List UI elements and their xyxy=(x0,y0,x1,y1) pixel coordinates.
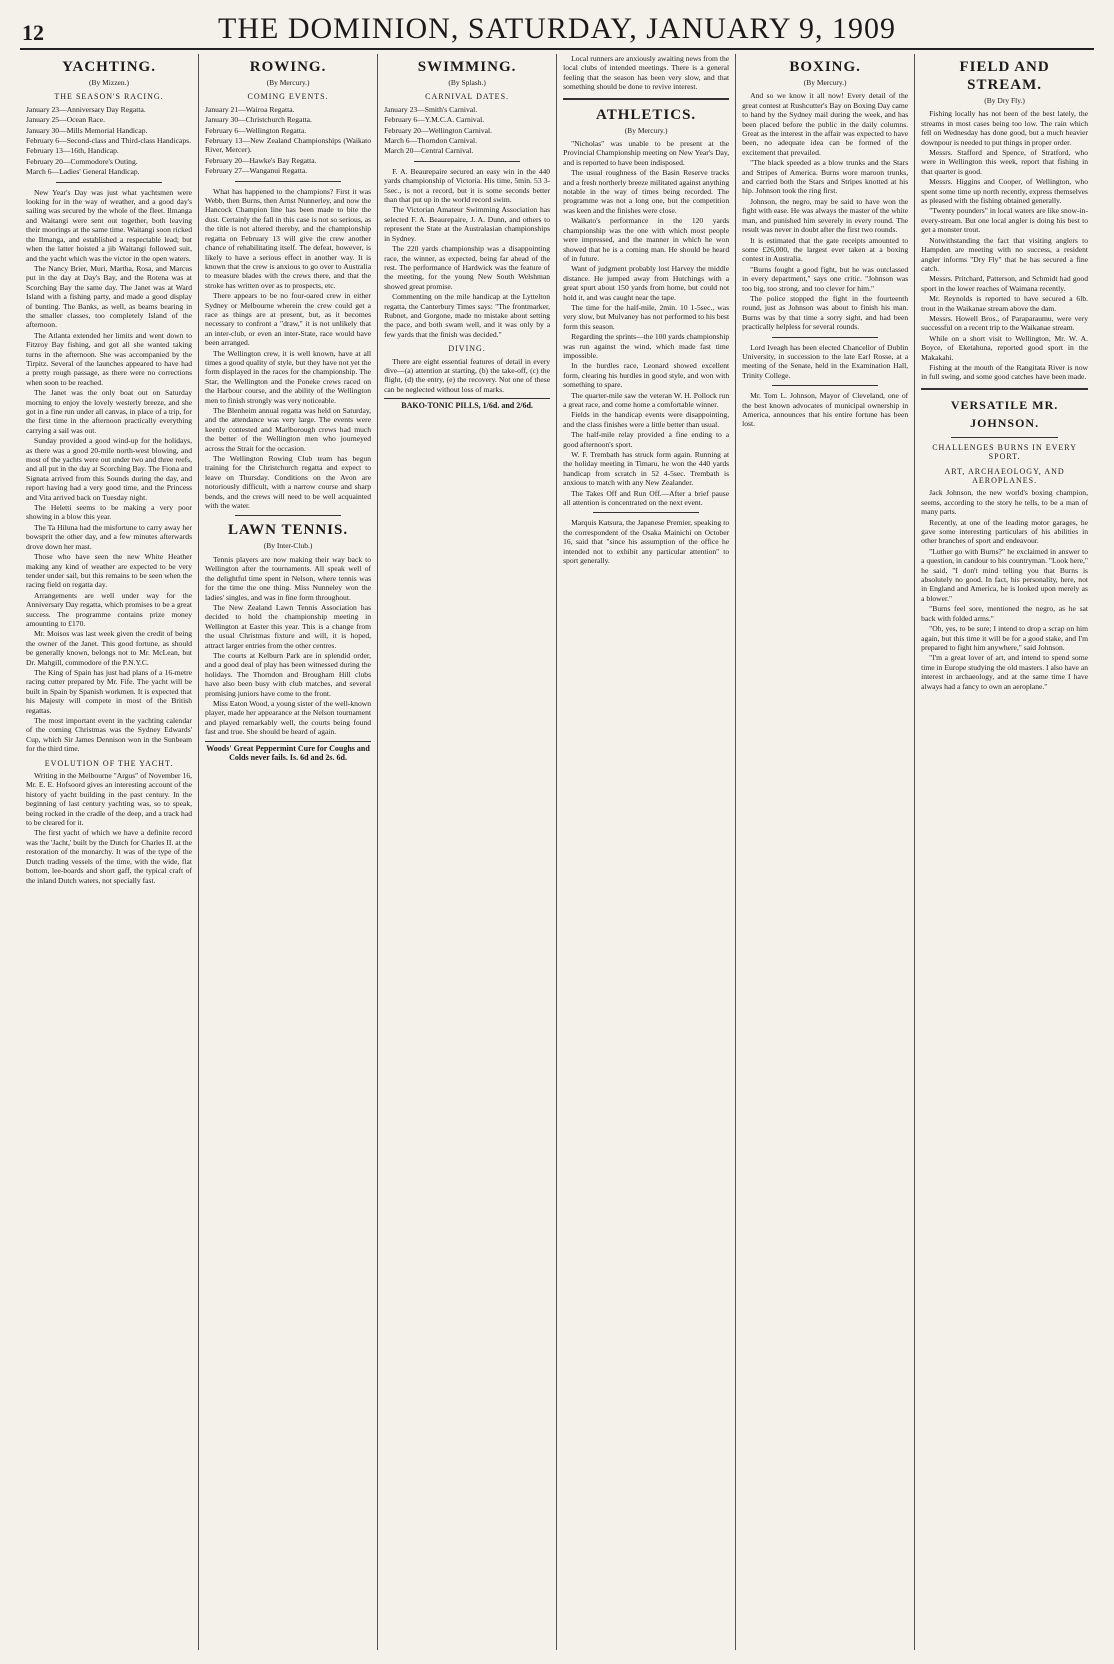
fixture: February 6—Wellington Regatta. xyxy=(205,125,307,135)
subheading: CARNIVAL DATES. xyxy=(425,92,510,102)
fixture: January 30—Mills Memorial Handicap. xyxy=(26,125,148,135)
divider xyxy=(56,182,162,183)
article-paragraph: Sunday provided a good wind-up for the holidays, as there was a good 20-mile north-west blowing, and most of the yachts were out under two and three reefs, and all put in the day at Scorching Bay. The Fiona and Signata arrived from this Sounds during the day, and report having had a very good time, and the Princess and Vita arrived back on Tuesday night. xyxy=(26,436,193,502)
article-paragraph: The time for the half-mile, 2min. 10 1-5sec., was very slow, but Mulvaney has not performed to his best form this season. xyxy=(563,302,730,331)
article-paragraph: While on a short visit to Wellington, Mr. W. A. Boyce, of Eketahuna, reported good sport in the Makakahi. xyxy=(921,333,1089,362)
article-paragraph: There appears to be no four-oared crew in either Sydney or Melbourne wherein the crew could get a race as things are at present, but, as it becomes necessary to confront a "draw," it is not unlikely that an inter-club, or even an inter-State, race would have been arranged. xyxy=(205,291,372,348)
article-paragraph: The King of Spain has just had plans of a 16-metre racing cutter prepared by Mr. Fife. The yacht will be built in Spain by Spanish workmen. It is expected that his Majesty will compete in most of the British regattas. xyxy=(26,667,193,715)
article-paragraph: Commenting on the mile handicap at the Lyttelton regatta, the Canterbury Times says: "The frontmarker, Rubnet, and Gorgone, made no mistake about setting the pace, and both swam well, and it was only by a few yards that the finish was decided." xyxy=(384,292,551,339)
byline: (By Mercury.) xyxy=(624,125,668,135)
article-paragraph: Recently, at one of the leading motor garages, he gave some interesting particulars of his abilities in other branches of sport and endeavour. xyxy=(921,517,1089,546)
article-paragraph: The 220 yards championship was a disappointing race, the winner, as expected, being far ahead of the rest. The performance of Hardwick was the feature of the meeting, for the young New South Welshman showed great promise. xyxy=(384,244,551,291)
section-heading-field-stream: FIELD AND STREAM. xyxy=(959,59,1050,93)
advertisement: Woods' Great Peppermint Cure for Coughs and Colds never fails. Is. 6d and 2s. 6d. xyxy=(205,741,371,763)
article-paragraph: Regarding the sprints—the 100 yards championship was run against the wind, which made fast time impossible. xyxy=(563,332,730,360)
fixture: January 23—Smith's Carnival. xyxy=(384,104,478,114)
advertisement: BAKO-TONIC PILLS, 1/6d. and 2/6d. xyxy=(384,398,550,410)
article-paragraph: Tennis players are now making their way back to Wellington after the tournaments. All speak well of the delightful time spent in Nelson, where tennis was for the time the one thing. Miss Nunneley won the ladies' singles, and was in fine form throughout. xyxy=(205,554,372,602)
article-paragraph: Waikato's performance in the 120 yards championship was the one with which most people were impressed, and the manner in which he won showed that he is a coming man. He should be heard of in future. xyxy=(563,216,730,263)
article-paragraph: "Oh, yes, to be sure; I intend to drop a scrap on him again, but this time it will be for a good stake, and I'm prepared to fight him anywhere," said Johnson. xyxy=(921,624,1089,652)
subheading-evolution: EVOLUTION OF THE YACHT. xyxy=(44,758,174,768)
divider xyxy=(772,337,878,338)
byline: (By Mercury.) xyxy=(803,78,847,87)
article-paragraph: Fishing locally has not been of the best lately, the streams in most cases being too low. The rain which fell on Wednesday has done good, but a much heavier downpour is needed to put things in proper order. xyxy=(921,109,1089,147)
article-paragraph: Want of judgment probably lost Harvey the middle distance. He jumped away from Hutchings with a great spurt about 150 yards from home, but could not hold it, and was caught near the tape. xyxy=(563,264,730,302)
divider xyxy=(921,388,1088,390)
article-paragraph: The Janet was the only boat out on Saturday morning to enjoy the lovely westerly breeze, and she got in a fine run under all canvas, in place of a trip, for the first time in the afternoon practically everything carrying a sail was out. xyxy=(26,388,193,435)
subheading: ART, ARCHAEOLOGY, AND AEROPLANES. xyxy=(944,466,1065,485)
article-paragraph: New Year's Day was just what yachtsmen were looking for in the way of weather, and a good day's sailing was secured by the whole of the fleet. Ilmanga and Waitangi were sent out together, both leaving their moorings at the same time. Waitangi soon ricked the Ilmanga, and established a respectable lead; but when the latter hoisted a jib Waitangi followed suit, and the yacht which was the victor in the open waters. xyxy=(26,187,193,263)
article-paragraph: The Wellington crew, it is well known, have at all times a good quality of style, but they have not yet the form displayed in the races for the championship. The Star, the Wellington and the Poneke crews raced on the Harbour course, and the ability of the Wellington men to finish strongly was very noticeable. xyxy=(205,348,372,405)
byline: (By Dry Fly.) xyxy=(984,96,1025,105)
subheading-diving: DIVING. xyxy=(448,344,486,354)
article-paragraph: "Twenty pounders" in local waters are like snow-in-every-stream. But one local angler is doing his best to get a monster trout. xyxy=(921,206,1089,235)
article-paragraph: Miss Eaton Wood, a young sister of the well-known player, made her appearance at the Nelson tournament and played remarkably well, the courts being found fast and true. She should be heard of again. xyxy=(205,698,372,737)
section-heading-yachting: YACHTING. xyxy=(62,59,156,75)
fixture: February 20—Wellington Carnival. xyxy=(384,125,493,135)
article-paragraph: Mr. Tom L. Johnson, Mayor of Cleveland, one of the best known advocates of municipal ownership in America, announces that his entire fortune has been lost. xyxy=(742,391,909,429)
column-boxing xyxy=(736,54,915,1650)
subheading: COMING EVENTS. xyxy=(247,92,329,102)
article-paragraph: Local runners are anxiously awaiting news from the local clubs of intended meetings. There is a general feeling that the season has been very slow, and that something should be done to revive interest. xyxy=(563,54,730,92)
divider xyxy=(235,181,341,182)
fixture-list xyxy=(384,105,550,156)
article-paragraph: There are eight essential features of detail in every dive—(a) attention at starting, (b) the take-off, (c) the flight, (d) the entry, (e) the recovery. Not one of these can be neglected without loss of marks. xyxy=(384,356,551,394)
fixture: March 6—Thorndon Carnival. xyxy=(384,136,478,146)
subheading: THE SEASON'S RACING. xyxy=(54,92,164,102)
article-paragraph: The Nancy Brier, Muri, Martha, Rosa, and Marcus put in the day at Day's Bay, and the Rotena was at Scorching Bay the same day. The Janet was at Ward Island with a fishing party, and made a good display of bunting. The Banks, as well, as beams bearing in the smaller classes, too completely Island of the afternoon. xyxy=(26,263,193,330)
article-paragraph: Messrs. Stafford and Spence, of Stratford, who were in Wellington this week, report that fishing in that quarter is good. xyxy=(921,148,1089,176)
article-paragraph: The New Zealand Lawn Tennis Association has decided to hold the championship meeting in Wellington at Easter this year. This is a change from the usual Christmas fixture and will, it is hoped, attract larger entries from the other centres. xyxy=(205,602,372,650)
divider xyxy=(235,515,341,516)
fixture: February 13—New Zealand Championships (Waikato River, Mercer). xyxy=(205,136,372,155)
article-paragraph: W. F. Trembath has struck form again. Running at the holiday meeting in Timaru, he won the 440 yards handicap from scratch in 52 4-5sec. Trembath is anxious to match with any New Zealander. xyxy=(563,450,730,488)
divider xyxy=(563,98,729,100)
article-paragraph: And so we know it all now! Every detail of the great contest at Rushcutter's Bay on Boxing Day came to hand by the Sydney mail during the week, and has been placed before the public in the daily columns. Great as the interest in the affair was expected to have been, no adequate idea can be formed of the excitement that prevailed. xyxy=(742,91,909,157)
section-heading-boxing: BOXING. xyxy=(789,59,861,75)
article-paragraph: The Ta Hiluna had the misfortune to carry away her bowsprit the other day, and a few minutes afterwards drove down her mast. xyxy=(26,522,193,551)
byline: (By Splash.) xyxy=(448,78,486,87)
section-heading-lawn-tennis: LAWN TENNIS. xyxy=(228,522,349,539)
article-paragraph: "The black speeded as a blow trunks and the Stars and Stripes of America. Burns wore maroon trunks, and carried both the Stars and Stripes knotted at his hip. Johnson took the ring first. xyxy=(742,158,909,196)
masthead xyxy=(20,8,1094,50)
fixture: February 13—16th, Handicap. xyxy=(26,146,119,156)
article-paragraph: Mr. Reynolds is reported to have secured a 6lb. trout in the Waikanae stream above the dam. xyxy=(921,294,1089,313)
article-paragraph: Those who have seen the new White Heather making any kind of weather are expected to be very tender under sail, but this remains to be seen when the racing field on regatta day. xyxy=(26,552,193,590)
article-paragraph: "Burns feel sore, mentioned the negro, as he sat back with folded arms." xyxy=(921,604,1089,623)
article-paragraph: The Atlanta extended her limits and went down to Fitzroy Bay fishing, and got all she wanted taking turns in the afternoon. She was accompanied by the Tirpitz. Several of the launches appeared to have had a pretty rough passage, as there were no corrections when soon to be reached. xyxy=(26,330,193,387)
article-paragraph: The half-mile relay provided a fine ending to a good afternoon's sport. xyxy=(563,430,730,449)
article-paragraph: The Blenheim annual regatta was held on Saturday, and the attendance was very large. The events were keenly contested and Marlborough crews had much the better of the Wellington men who journeyed across the Strait for the occasion. xyxy=(205,406,372,453)
article-paragraph: The courts at Kelburn Park are in splendid order, and a good deal of play has been witnessed during the holidays. The Thorndon and Brougham Hill clubs have also been busy with club matches, and several promising juniors have come to the front. xyxy=(205,650,372,698)
section-heading-swimming: SWIMMING. xyxy=(417,59,517,75)
article-paragraph: "Nicholas" was unable to be present at the Provincial Championship meeting on New Year's Day, and is reported to have been indisposed. xyxy=(563,139,730,167)
fixture-list xyxy=(26,105,192,177)
article-paragraph: The Takes Off and Run Off.—After a brief pause all attention is concentrated on the next event. xyxy=(563,488,730,508)
article-paragraph: Messrs. Higgins and Cooper, of Wellington, who spent some time up north recently, express themselves as pleased with the fishing obtained generally. xyxy=(921,177,1089,206)
fixture: January 23—Anniversary Day Regatta. xyxy=(26,104,146,114)
fixture: March 6—Ladies' General Handicap. xyxy=(26,167,140,177)
divider xyxy=(951,437,1058,438)
article-paragraph: It is estimated that the gate receipts amounted to some £26,000, the largest ever taken at a boxing contest in Australia. xyxy=(742,235,909,264)
article-paragraph: Fields in the handicap events were disappointing, and the class finishes were a little better than usual. xyxy=(563,410,730,429)
fixture: January 25—Ocean Race. xyxy=(26,115,106,125)
article-paragraph: Arrangements are well under way for the Anniversary Day regatta, which promises to be a great success. The programme contains prize money amounting to £170. xyxy=(26,590,193,628)
column-swimming xyxy=(378,54,557,1650)
newspaper-title: THE DOMINION, SATURDAY, JANUARY 9, 1909 xyxy=(218,12,896,45)
article-paragraph: The most important event in the yachting calendar of the coming Christmas was the Sydney Edwards' Cup, which Sir James Dennison won in the Sunbeam for the third time. xyxy=(26,716,193,754)
fixture: February 20—Commodore's Outing. xyxy=(26,156,138,166)
fixture: March 20—Central Carnival. xyxy=(384,146,474,156)
article-paragraph: Fishing at the mouth of the Rangitata River is now in full swing, and some good catches have been made. xyxy=(921,362,1089,382)
fixture: February 6—Second-class and Third-class Handicaps. xyxy=(26,136,191,146)
article-paragraph: "Burns fought a good fight, but he was outclassed in every department," says one critic. "Johnson was too big, too strong, and too clever for him." xyxy=(742,264,909,293)
divider xyxy=(772,385,878,386)
divider xyxy=(414,161,520,162)
article-paragraph: Jack Johnson, the new world's boxing champion, seems, according to the story he tells, to be a man of many parts. xyxy=(921,488,1089,517)
article-paragraph: Writing in the Melbourne "Argus" of November 16, Mr. E. E. Hofsoord gives an interesting account of the history of yacht building in the past century. In the beginning of last century yachting was, so to speak, being rocked in the cradle of the deep, and a track had to be cleared for it. xyxy=(26,771,193,828)
fixture: January 30—Christchurch Regatta. xyxy=(205,115,312,125)
article-paragraph: Messrs. Howell Bros., of Paraparaumu, were very successful on a recent trip to the Waikanae stream. xyxy=(921,313,1089,333)
section-heading-versatile-johnson: VERSATILE MR. JOHNSON. xyxy=(950,397,1059,430)
column-yachting xyxy=(20,54,199,1650)
fixture-list xyxy=(205,105,371,176)
article-paragraph: "I'm a great lover of art, and intend to spend some time in Europe studying the old masters. I also have an interest in archaeology, and at the same time I have always had a fancy to own an aeroplane." xyxy=(921,653,1089,691)
column-rowing xyxy=(199,54,378,1650)
fixture: February 27—Wanganui Regatta. xyxy=(205,166,308,176)
page-columns xyxy=(20,54,1094,1650)
section-heading-athletics: ATHLETICS. xyxy=(596,106,697,123)
column-athletics xyxy=(557,54,736,1650)
article-paragraph: The quarter-mile saw the veteran W. H. Pollock run a great race, and come home a comfortable winner. xyxy=(563,390,730,409)
article-paragraph: In the hurdles race, Leonard showed excellent form, clearing his hurdles in good style, and won with something to spare. xyxy=(563,361,730,390)
article-paragraph: F. A. Beaurepaire secured an easy win in the 440 yards championship of Victoria. His time, 5min. 53 3-5sec., is not a record, but it is some seconds better than that put up in the world record swim. xyxy=(384,166,551,205)
article-paragraph: The first yacht of which we have a definite record was the 'Jacht,' built by the Dutch for Charles II. at the restoration of the monarchy. It was of the type of the Dutch trading vessels of the time, with the wide, flat bottom, lee-boards and short gaff, the typical craft of the inland Dutch waters, not specially fast. xyxy=(26,828,193,885)
article-paragraph: The police stopped the fight in the fourteenth round, just as Johnson was about to finish his man. Burns was by that time a sorry sight, and had been practically helpless for several rounds. xyxy=(742,293,909,332)
article-paragraph: Notwithstanding the fact that visiting anglers to Hampden are meeting with no success, a resident angler informs "Dry Fly" that he has secured a fine catch. xyxy=(921,235,1089,273)
fixture: February 20—Hawke's Bay Regatta. xyxy=(205,155,317,165)
byline: (By Mizzen.) xyxy=(89,78,130,87)
subheading: CHALLENGES BURNS IN EVERY SPORT. xyxy=(932,442,1077,462)
article-paragraph: Johnson, the negro, may be said to have won the fight with ease. He was always the master of the white man, and punished him severely in every round. The result was never in doubt after the first two rounds. xyxy=(742,196,909,235)
fixture: February 6—Y.M.C.A. Carnival. xyxy=(384,115,485,125)
article-paragraph: The Victorian Amateur Swimming Association has selected F. A. Beaurepaire, J. A. Dunn, and others to represent the State at the Australasian championships in Sydney. xyxy=(384,205,551,243)
article-paragraph: Messrs. Pritchard, Patterson, and Schmidt had good sport in the lower reaches of Waimana recently. xyxy=(921,274,1089,293)
section-heading-rowing: ROWING. xyxy=(249,59,327,75)
article-paragraph: The usual roughness of the Basin Reserve tracks and a fresh northerly breeze militated against anything notable in the way of times being recorded. The programme was not a long one, but the competition was keen and the finishes were close. xyxy=(563,168,730,215)
article-paragraph: The Heletti seems to be making a very poor showing in a blow this year. xyxy=(26,503,193,522)
article-paragraph: Lord Iveagh has been elected Chancellor of Dublin University, in succession to the late Earl Rosse, at a meeting of the Senate, held in the Examination Hall, Trinity College. xyxy=(742,342,909,380)
article-paragraph: "Luther go with Burns?" he exclaimed in answer to a question, in candour to his countryman. "Look here," he said, "I don't mind telling you that Burns is absolutely no good. In fact, his personality, here, not in England and America, he is looked upon merely as a blower." xyxy=(921,546,1089,603)
fixture: January 21—Wairoa Regatta. xyxy=(205,104,295,114)
article-paragraph: What has happened to the champions? First it was Webb, then Burns, then Arnst Nunnerley, and now the Hancock Champion line has been made to bite the dust. Certainly the fall in this case is not so serious, as the title is not altered thereby, and the championship regatta on February 13 will give the crew another chance of rehabilitating itself. The defeat, however, is likely to have a serious effect in another way. It is known that the crew is anxious to go over to Australia to measure blades with the crews there, and that the stroke has written over as to prospects, etc. xyxy=(205,186,372,290)
divider xyxy=(593,512,699,513)
article-paragraph: Marquis Katsura, the Japanese Premier, speaking to the correspondent of the Osaka Mainichi on October 16, said that "since his assumption of the office he intended not to exhibit any particular attention" to sport generally. xyxy=(563,518,730,566)
page-number: 12 xyxy=(22,20,44,45)
article-paragraph: The Wellington Rowing Club team has begun training for the Christchurch regatta and expect to leave on Thursday. Conditions on the Avon are notoriously difficult, with a narrow course and sharp bends, and the crews will need to be well acquainted with the water. xyxy=(205,454,372,511)
byline: (By Mercury.) xyxy=(266,78,310,87)
column-field-stream xyxy=(915,54,1094,1650)
article-paragraph: Mr. Moisos was last week given the credit of being the owner of the Janet. This good fortune, as should be generally known, belongs not to Mr. McLean, but Dr. Mahgill, commodore of the P.N.Y.C. xyxy=(26,629,193,667)
byline: (By Inter-Club.) xyxy=(263,541,313,551)
